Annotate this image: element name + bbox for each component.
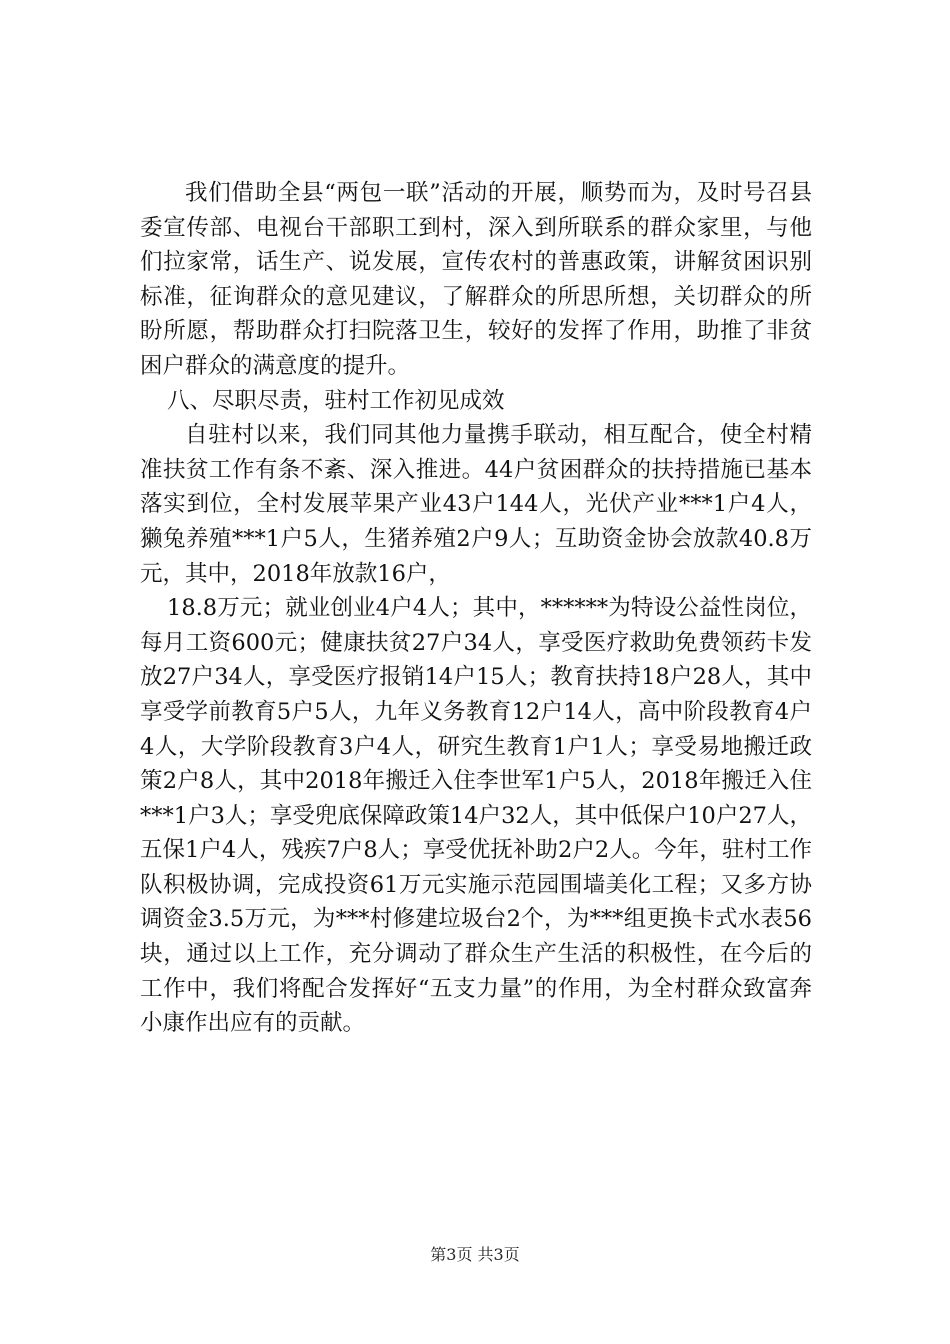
paragraph-outreach: 我们借助全县“两包一联”活动的开展，顺势而为，及时号召县委宣传部、电视台干部职工到村，深入到所联系的群众家里，与他们拉家常，话生产、说发展，宣传农村的普惠政策，讲解贫困识别标准，征询群众的意见建议，了解群众的所思所想，关切群众的所盼所愿，帮助群众打扫院落卫生，较好的发挥了作用，助推了非贫困户群众的满意度的提升。 — [140, 180, 812, 379]
paragraph-results: 自驻村以来，我们同其他力量携手联动，相互配合，使全村精准扶贫工作有条不紊、深入推进。44户贫困群众的扶持措施已基本落实到位，全村发展苹果产业43户144人，光伏产业***1户4人，獭兔养殖***1户5人，生猪养殖2户9人；互助资金协会放款40.8万元，其中，2018年放款16户， — [140, 422, 812, 587]
page-footer: 第3页 共3页 — [430, 1245, 520, 1264]
document-body — [140, 176, 812, 1041]
paragraph-results-continued: 18.8万元；就业创业4户4人；其中，******为特设公益性岗位，每月工资600元；健康扶贫27户34人，享受医疗救助免费领药卡发放27户34人，享受医疗报销14户15人；教育扶持18户28人，其中享受学前教育5户5人，九年义务教育12户14人，高中阶段教育4户4人，大学阶段教育3户4人，研究生教育1户1人；享受易地搬迁政策2户8人，其中2018年搬迁入住李世军1户5人，2018年搬迁入住***1户3人；享受兜底保障政策14户32人，其中低保户10户27人，五保1户4人，残疾7户8人；享受优抚补助2户2人。今年，驻村工作队积极协调，完成投资61万元实施示范园围墙美化工程；又多方协调资金3.5万元，为***村修建垃圾台2个，为***组更换卡式水表56块，通过以上工作，充分调动了群众生产生活的积极性，在今后的工作中，我们将配合发挥好“五支力量”的作用，为全村群众致富奔小康作出应有的贡献。 — [140, 595, 812, 1037]
section-heading: 八、尽职尽责，驻村工作初见成效 — [167, 387, 505, 414]
